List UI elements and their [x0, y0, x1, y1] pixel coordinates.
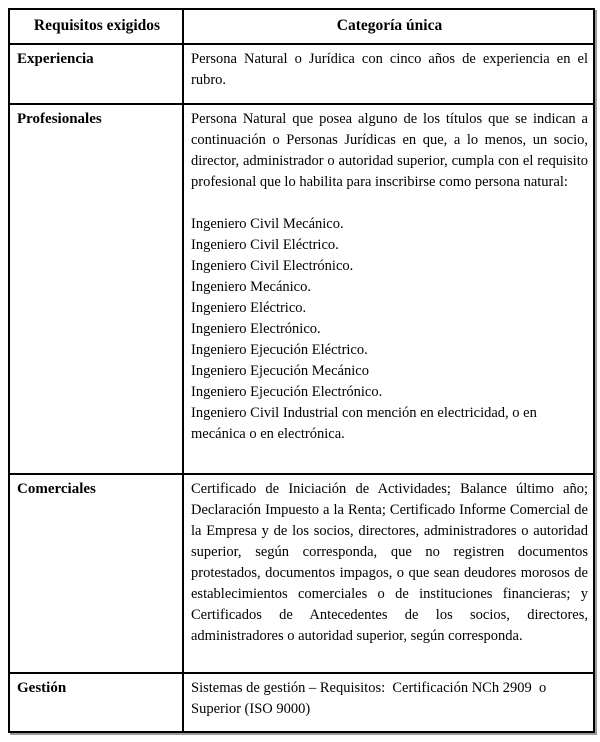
cell-profesionales-content [183, 104, 594, 474]
professional-title-item: Ingeniero Civil Industrial con mención en electricidad, o en mecánica o en electrónica. [191, 405, 537, 442]
professional-title-item: Ingeniero Ejecución Mecánico [191, 363, 369, 379]
row-label-profesionales: Profesionales [9, 104, 183, 474]
cell-experiencia-content: Persona Natural o Jurídica con cinco años de experiencia en el rubro. [183, 44, 594, 104]
table-header-row [9, 9, 594, 44]
row-label-gestion: Gestión [9, 673, 183, 732]
cell-gestion-content: Sistemas de gestión – Requisitos: Certificación NCh 2909 o Superior (ISO 9000) [183, 673, 594, 732]
professional-title-item: Ingeniero Eléctrico. [191, 300, 307, 316]
header-cell-requisitos: Requisitos exigidos [9, 9, 183, 44]
table-row-gestion [9, 673, 594, 732]
professional-title-item: Ingeniero Ejecución Eléctrico. [191, 342, 368, 358]
professional-title-item: Ingeniero Civil Mecánico. [191, 216, 344, 232]
professional-title-item: Ingeniero Civil Electrónico. [191, 258, 354, 274]
header-cell-categoria: Categoría única [183, 9, 594, 44]
blank-line [191, 193, 588, 214]
professional-title-item: Ingeniero Electrónico. [191, 321, 321, 337]
cell-comerciales-content: Certificado de Iniciación de Actividades; Balance último año; Declaración Impuesto a la Renta; Certificado Informe Comercial de la Empresa y de los socios, directores, administradores o autoridad superior, según corresponda, que no registren documentos protestados, documentos impagos, o que sean deudores morosos de establecimientos comerciales o de instituciones financieras; y Certificados de Antecedentes de los socios, directores, administradores o autoridad superior, según corresponda. [183, 474, 594, 673]
table-row-comerciales [9, 474, 594, 673]
professional-title-item: Ingeniero Civil Eléctrico. [191, 237, 339, 253]
table-row-experiencia [9, 44, 594, 104]
professional-title-item: Ingeniero Mecánico. [191, 279, 311, 295]
row-label-comerciales: Comerciales [9, 474, 183, 673]
table-row-profesionales [9, 104, 594, 474]
professional-title-item: Ingeniero Ejecución Electrónico. [191, 384, 383, 400]
requirements-table [8, 8, 595, 733]
profesionales-intro-paragraph: Persona Natural que posea alguno de los títulos que se indican a continuación o Personas Jurídicas en que, a lo menos, un socio, director, administrador o autoridad superior, cumpla con el requisito profesional que lo habilita para inscribirse como persona natural: [191, 111, 588, 190]
row-label-experiencia: Experiencia [9, 44, 183, 104]
